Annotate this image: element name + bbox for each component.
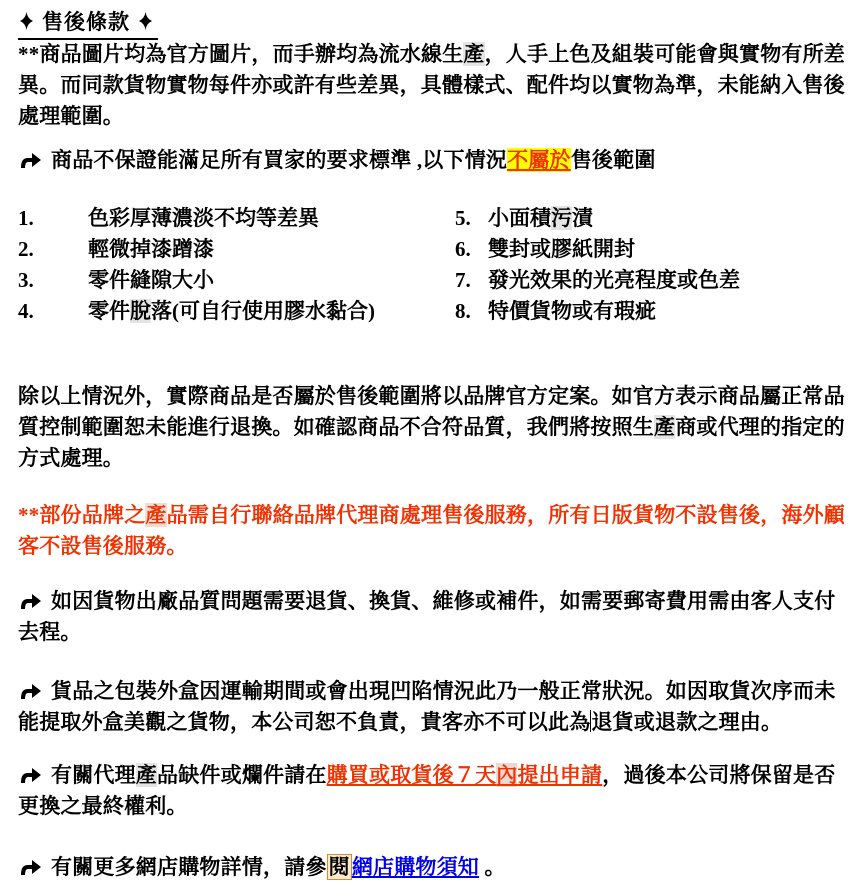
text-run: 色彩厚薄濃淡不均等差異 <box>88 206 319 230</box>
page-title <box>18 6 846 38</box>
list-item-number: 5. <box>455 206 471 230</box>
page-title-text: 售後條款 <box>42 10 130 34</box>
list-item-text <box>488 237 635 261</box>
list-item-3 <box>18 265 455 296</box>
list-item-text <box>88 237 214 261</box>
text-run: ，人手上色及組裝可能會與實物有所差異。而同款貨物實物每件亦或許有些差異，具體樣式、配件均以實物為準，未能納入售後處理範圍。 <box>18 42 846 128</box>
list-item-7 <box>455 265 846 296</box>
list-item-number: 1. <box>18 206 34 230</box>
diamond-icon <box>139 12 152 30</box>
list-item-text <box>488 268 740 292</box>
text-run: 有關更多網店購物詳情，請參 <box>51 855 327 879</box>
text-run: 商或代理的指定的方式處理。 <box>18 415 845 470</box>
list-item-number: 8. <box>455 299 471 323</box>
after-sales-terms-document <box>0 6 864 883</box>
paragraph-official-decision <box>18 381 846 474</box>
text-run: 。 <box>479 855 506 879</box>
text-run: 售後範圍 <box>570 148 656 172</box>
ime-boxed-char: 閱 <box>328 855 350 879</box>
text-run: 有關代理 <box>51 763 136 787</box>
box-dents-text <box>18 679 835 734</box>
claim-deadline-link[interactable]: 內 <box>496 763 518 787</box>
text-run: 如因貨物出廠品質問題需要退貨、換貨、維修或補件，如需要郵寄費用需由客人支付去程。 <box>18 589 836 644</box>
defect-list <box>18 203 846 327</box>
text-run: ，過後本公司將保留是否更換之最終權利。 <box>18 763 836 818</box>
arrow-icon <box>18 593 42 609</box>
text-run: 商品不保證能滿足所有買家的要求標準 ,以下情況 <box>51 148 508 172</box>
list-item-text <box>88 268 214 292</box>
list-item-2 <box>18 234 455 265</box>
text-run: 除以上情況外，實際商品是否屬於售後範圍將以品牌官方定案。如官方表示商品屬正常品質控制範圍恕未能進行退換。如確認商品不合符品質，我們將按照生 <box>18 384 845 439</box>
list-item-1 <box>18 203 455 234</box>
text-run: **部份品牌之 <box>18 503 146 527</box>
text-run: 漬 <box>572 206 593 230</box>
list-item-text <box>488 299 656 323</box>
text-run: 產 <box>145 503 167 527</box>
list-item-text <box>488 206 593 230</box>
text-run: 雙封或膠紙開封 <box>488 237 635 261</box>
text-run: 輕微掉漆蹭漆 <box>88 237 214 261</box>
text-run: 不屬於 <box>507 148 571 172</box>
list-item-4 <box>18 296 455 327</box>
text-run: 小面積 <box>488 206 551 230</box>
list-item-number: 3. <box>18 268 34 292</box>
text-run: 貨品之包裝外盒因運輸期間或會出現凹陷情況此乃一般正常狀況。如因取貨次序而未能提取外盒美觀之貨物，本公司恕不負責，貴客亦不可以此為 <box>18 679 836 734</box>
text-run: 品需自行聯絡品牌代理商處理售後服務，所有日版貨物不設售後，海外顧客不設售後服務。 <box>18 503 846 558</box>
arrow-icon <box>18 859 42 875</box>
list-item-number: 7. <box>455 268 471 292</box>
text-run: 脫 <box>130 299 151 323</box>
list-item-8 <box>455 296 846 327</box>
text-run: 發光效果的光亮程度或色差 <box>488 268 740 292</box>
paragraph-agent-handled-warning <box>18 500 846 562</box>
claim-deadline-link[interactable]: 購買或取貨後７天 <box>326 763 497 787</box>
paragraph-shipping-cost <box>18 586 846 648</box>
shipping-cost-text <box>18 589 835 644</box>
text-run: 落(可自行使用膠水黏合) <box>151 299 375 323</box>
list-item-number: 6. <box>455 237 471 261</box>
text-run: 產 <box>135 763 158 787</box>
text-run: 產 <box>463 42 485 66</box>
arrow-icon <box>18 767 42 783</box>
text-run: 零件 <box>88 299 130 323</box>
list-item-number: 2. <box>18 237 34 261</box>
text-run: 品缺件或爛件請在 <box>157 763 327 787</box>
list-item-5 <box>455 203 846 234</box>
not-covered-intro-text <box>51 148 656 172</box>
list-item-text <box>88 299 375 323</box>
diamond-icon <box>20 12 33 30</box>
text-run: 產 <box>654 415 676 439</box>
text-run: 污 <box>551 206 572 230</box>
list-item-text <box>88 206 319 230</box>
claim-deadline-text <box>18 763 835 818</box>
text-run: 退貨或退款之理由。 <box>591 710 783 734</box>
text-run: 零件縫隙大小 <box>88 268 214 292</box>
text-run: **商品圖片均為官方圖片，而手辦均為流水線生 <box>18 42 464 66</box>
store-shopping-notice-link[interactable]: 網店購物須知 <box>351 855 480 879</box>
arrow-icon <box>18 152 42 168</box>
title-underline <box>18 6 158 40</box>
more-info-text <box>51 854 506 880</box>
paragraph-product-images-disclaimer <box>18 39 846 132</box>
paragraph-not-covered-intro <box>18 145 846 176</box>
paragraph-box-dents <box>18 676 846 738</box>
claim-deadline-link[interactable]: 提出申請 <box>517 763 603 787</box>
paragraph-claim-deadline <box>18 760 846 822</box>
list-item-6 <box>455 234 846 265</box>
paragraph-more-info <box>18 852 846 883</box>
list-item-number: 4. <box>18 299 34 323</box>
text-run: 特價貨物或有瑕疵 <box>488 299 656 323</box>
arrow-icon <box>18 683 42 699</box>
